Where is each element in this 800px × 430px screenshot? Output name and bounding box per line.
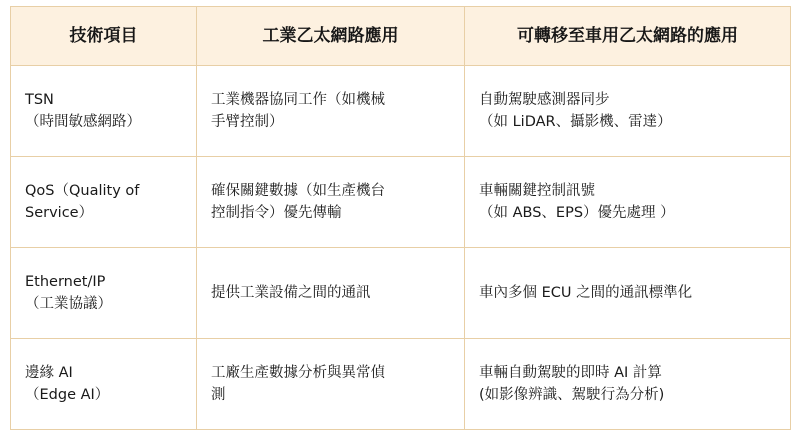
cell-item — [11, 66, 197, 157]
cell-line: 車輛關鍵控制訊號 — [479, 182, 595, 199]
cell-automotive — [465, 339, 791, 430]
cell-item — [11, 157, 197, 248]
cell-line: 確保關鍵數據（如生產機台 — [211, 182, 385, 199]
technology-comparison-table — [10, 6, 791, 430]
cell-item — [11, 248, 197, 339]
column-header-item: 技術項目 — [11, 7, 197, 66]
cell-line: 控制指令）優先傳輸 — [211, 205, 342, 221]
cell-line: 提供工業設備之間的通訊 — [211, 284, 371, 301]
cell-item — [11, 339, 197, 430]
cell-industrial — [197, 339, 465, 430]
table-row — [11, 248, 791, 339]
cell-line: （如 ABS、EPS）優先處理 ） — [479, 205, 675, 221]
cell-line: QoS（Quality of — [25, 182, 140, 199]
cell-line: 車輛自動駕駛的即時 AI 計算 — [479, 364, 662, 381]
table-body — [11, 66, 791, 430]
cell-line: 工廠生產數據分析與異常偵 — [211, 364, 385, 381]
cell-line: Service） — [25, 205, 94, 221]
cell-line: (如影像辨識、駕駛行為分析) — [479, 387, 665, 403]
cell-line: 測 — [211, 387, 226, 403]
cell-line: Ethernet/IP — [25, 273, 106, 290]
cell-line: （Edge AI） — [25, 387, 110, 403]
table-header-row — [11, 7, 791, 66]
cell-line: 工業機器協同工作（如機械 — [211, 91, 385, 108]
cell-line: TSN — [25, 91, 54, 108]
table-row — [11, 157, 791, 248]
cell-line: 車內多個 ECU 之間的通訊標準化 — [479, 284, 693, 301]
cell-automotive — [465, 157, 791, 248]
cell-automotive — [465, 248, 791, 339]
cell-line: 手臂控制） — [211, 114, 284, 130]
cell-line: （如 LiDAR、攝影機、雷達） — [479, 114, 672, 130]
cell-industrial — [197, 248, 465, 339]
cell-line: （工業協議） — [25, 296, 112, 312]
cell-industrial — [197, 157, 465, 248]
cell-automotive — [465, 66, 791, 157]
cell-line: 自動駕駛感測器同步 — [479, 91, 610, 108]
column-header-automotive: 可轉移至車用乙太網路的應用 — [465, 7, 791, 66]
cell-line: （時間敏感網路） — [25, 114, 141, 130]
cell-industrial — [197, 66, 465, 157]
table-row — [11, 66, 791, 157]
cell-line: 邊緣 AI — [25, 364, 73, 381]
column-header-industrial: 工業乙太網路應用 — [197, 7, 465, 66]
table-header — [11, 7, 791, 66]
table-row — [11, 339, 791, 430]
